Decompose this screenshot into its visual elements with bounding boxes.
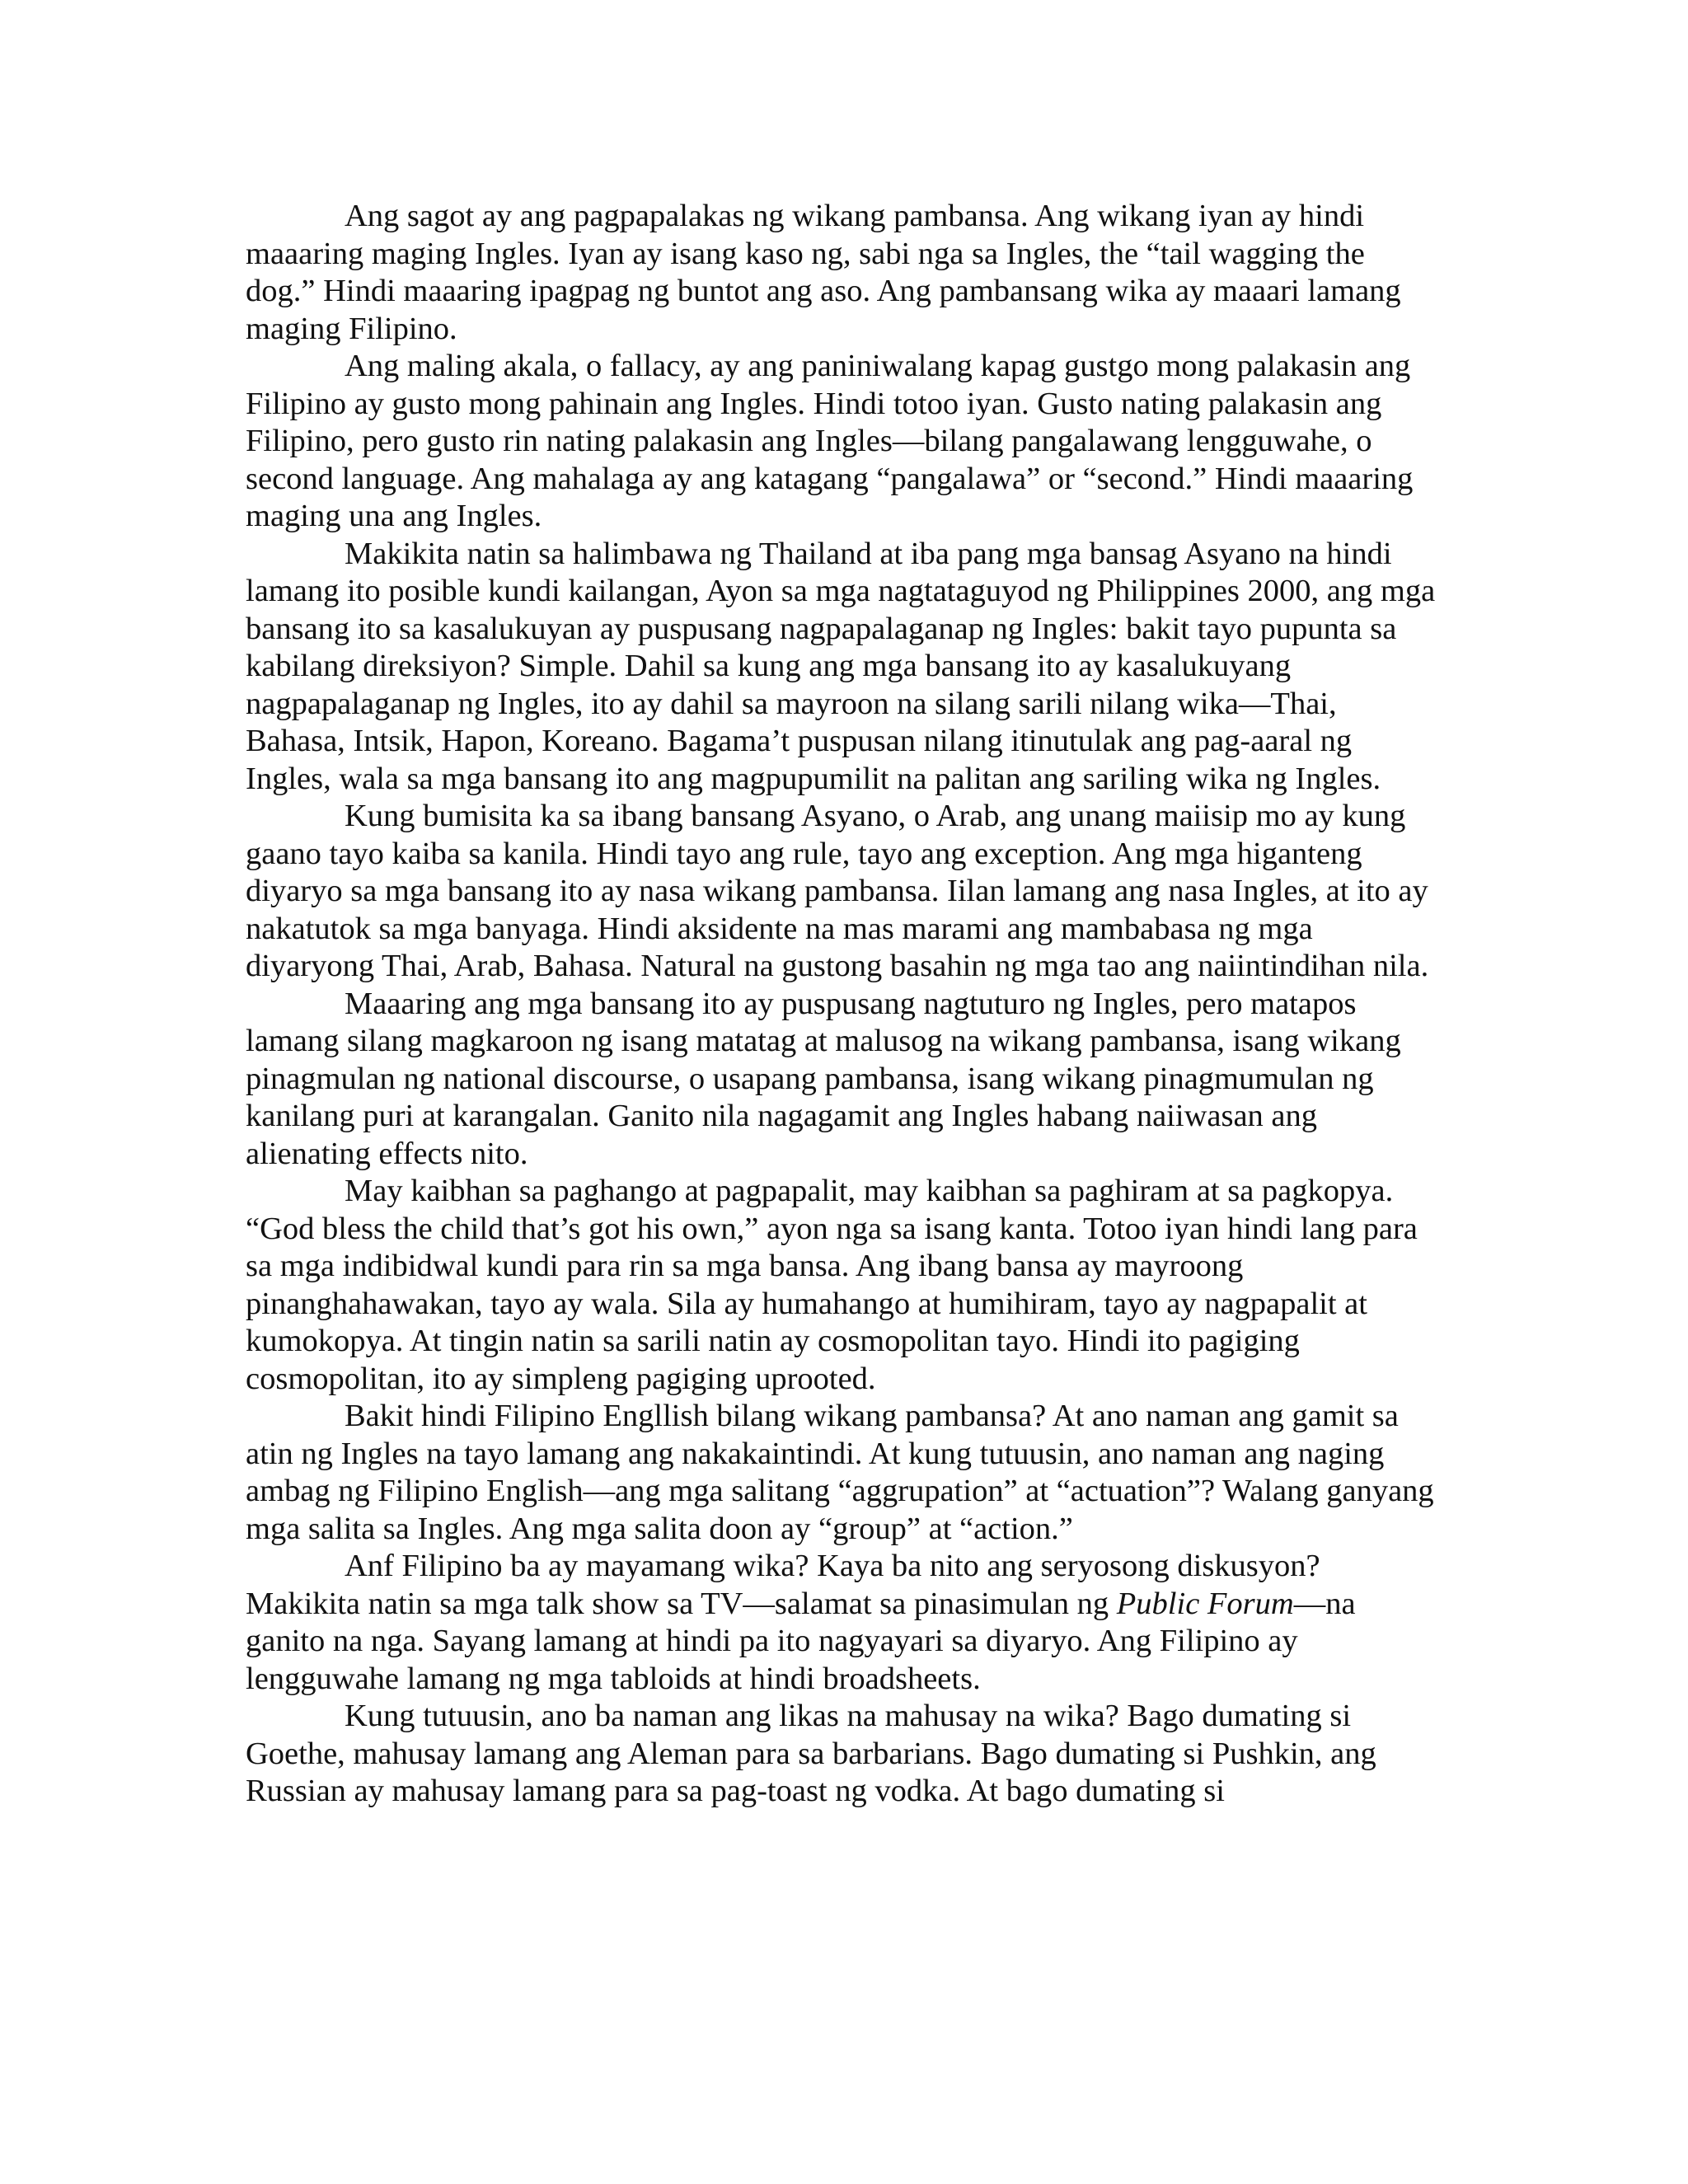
paragraph: Bakit hindi Filipino Engllish bilang wikang pambansa? At ano naman ang gamit sa atin ng Ingles na tayo lamang ang nakakaintindi. At kung tutuusin, ano naman ang naging ambag ng Filipino English—ang mga salitang “aggrupation” at “actuation”? Walang ganyang mga salita sa Ingles. Ang mga salita doon ay “group” at “action.” <box>246 1399 1434 1546</box>
paragraph-text: Anf Filipino ba ay mayamang wika? Kaya ba nito ang seryosong diskusyon? Makikita natin sa mga talk show sa TV—salamat sa pinasimulan ng <box>246 1549 1320 1621</box>
paragraph: Ang maling akala, o fallacy, ay ang paniniwalang kapag gustgo mong palakasin ang Filipino ay gusto mong pahinain ang Ingles. Hindi totoo iyan. Gusto nating palakasin ang Filipino, pero gusto rin nating palakasin ang Ingles—bilang pangalawang lengguwahe, o second language. Ang mahalaga ay ang katagang “pangalawa” or “second.” Hindi maaaring maging una ang Ingles. <box>246 349 1414 533</box>
paragraph: May kaibhan sa paghango at pagpapalit, may kaibhan sa paghiram at sa pagkopya. “God bless the child that’s got his own,” ayon nga sa isang kanta. Totoo iyan hindi lang para sa mga indibidwal kundi para rin sa mga bansa. Ang ibang bansa ay mayroong pinanghahawakan, tayo ay wala. Sila ay humahango at humihiram, tayo ay nagpapalit at kumokopya. At tingin natin sa sarili natin ay cosmopolitan tayo. Hindi ito pagiging cosmopolitan, ito ay simpleng pagiging uprooted. <box>246 1174 1418 1396</box>
paragraph: Ang sagot ay ang pagpapalakas ng wikang pambansa. Ang wikang iyan ay hindi maaaring maging Ingles. Iyan ay isang kaso ng, sabi nga sa Ingles, the “tail wagging the dog.” Hindi maaaring ipagpag ng buntot ang aso. Ang pambansang wika ay maaari lamang maging Filipino. <box>246 199 1401 346</box>
document-page <box>246 198 1437 1811</box>
paragraph: Kung tutuusin, ano ba naman ang likas na mahusay na wika? Bago dumating si Goethe, mahusay lamang ang Aleman para sa barbarians. Bago dumating si Pushkin, ang Russian ay mahusay lamang para sa pag-toast ng vodka. At bago dumating si <box>246 1699 1376 1808</box>
paragraph-text: —na ganito na nga. Sayang lamang at hindi pa ito nagyayari sa diyaryo. Ang Filipino ay lengguwahe lamang ng mga tabloids at hindi broadsheets. <box>246 1586 1356 1696</box>
paragraph: Kung bumisita ka sa ibang bansang Asyano, o Arab, ang unang maiisip mo ay kung gaano tayo kaiba sa kanila. Hindi tayo ang rule, tayo ang exception. Ang mga higanteng diyaryo sa mga bansang ito ay nasa wikang pambansa. Iilan lamang ang nasa Ingles, at ito ay nakatutok sa mga banyaga. Hindi aksidente na mas marami ang mambabasa ng mga diyaryong Thai, Arab, Bahasa. Natural na gustong basahin ng mga tao ang naiintindihan nila. <box>246 799 1429 983</box>
paragraph: Makikita natin sa halimbawa ng Thailand at iba pang mga bansag Asyano na hindi lamang ito posible kundi kailangan, Ayon sa mga nagtataguyod ng Philippines 2000, ang mga bansang ito sa kasalukuyan ay puspusang nagpapalaganap ng Ingles: bakit tayo pupunta sa kabilang direksiyon? Simple. Dahil sa kung ang mga bansang ito ay kasalukuyang nagpapalaganap ng Ingles, ito ay dahil sa mayroon na silang sarili nilang wika—Thai, Bahasa, Intsik, Hapon, Koreano. Bagama’t puspusan nilang itinutulak ang pag-aaral ng Ingles, wala sa mga bansang ito ang magpupumilit na palitan ang sariling wika ng Ingles. <box>246 536 1436 796</box>
paragraph <box>246 1548 1437 1698</box>
italic-title-public-forum: Public Forum <box>1116 1586 1294 1621</box>
paragraph: Maaaring ang mga bansang ito ay puspusang nagtuturo ng Ingles, pero matapos lamang silang magkaroon ng isang matatag at malusog na wikang pambansa, isang wikang pinagmulan ng national discourse, o usapang pambansa, isang wikang pinagmumulan ng kanilang puri at karangalan. Ganito nila nagagamit ang Ingles habang naiiwasan ang alienating effects nito. <box>246 986 1401 1171</box>
